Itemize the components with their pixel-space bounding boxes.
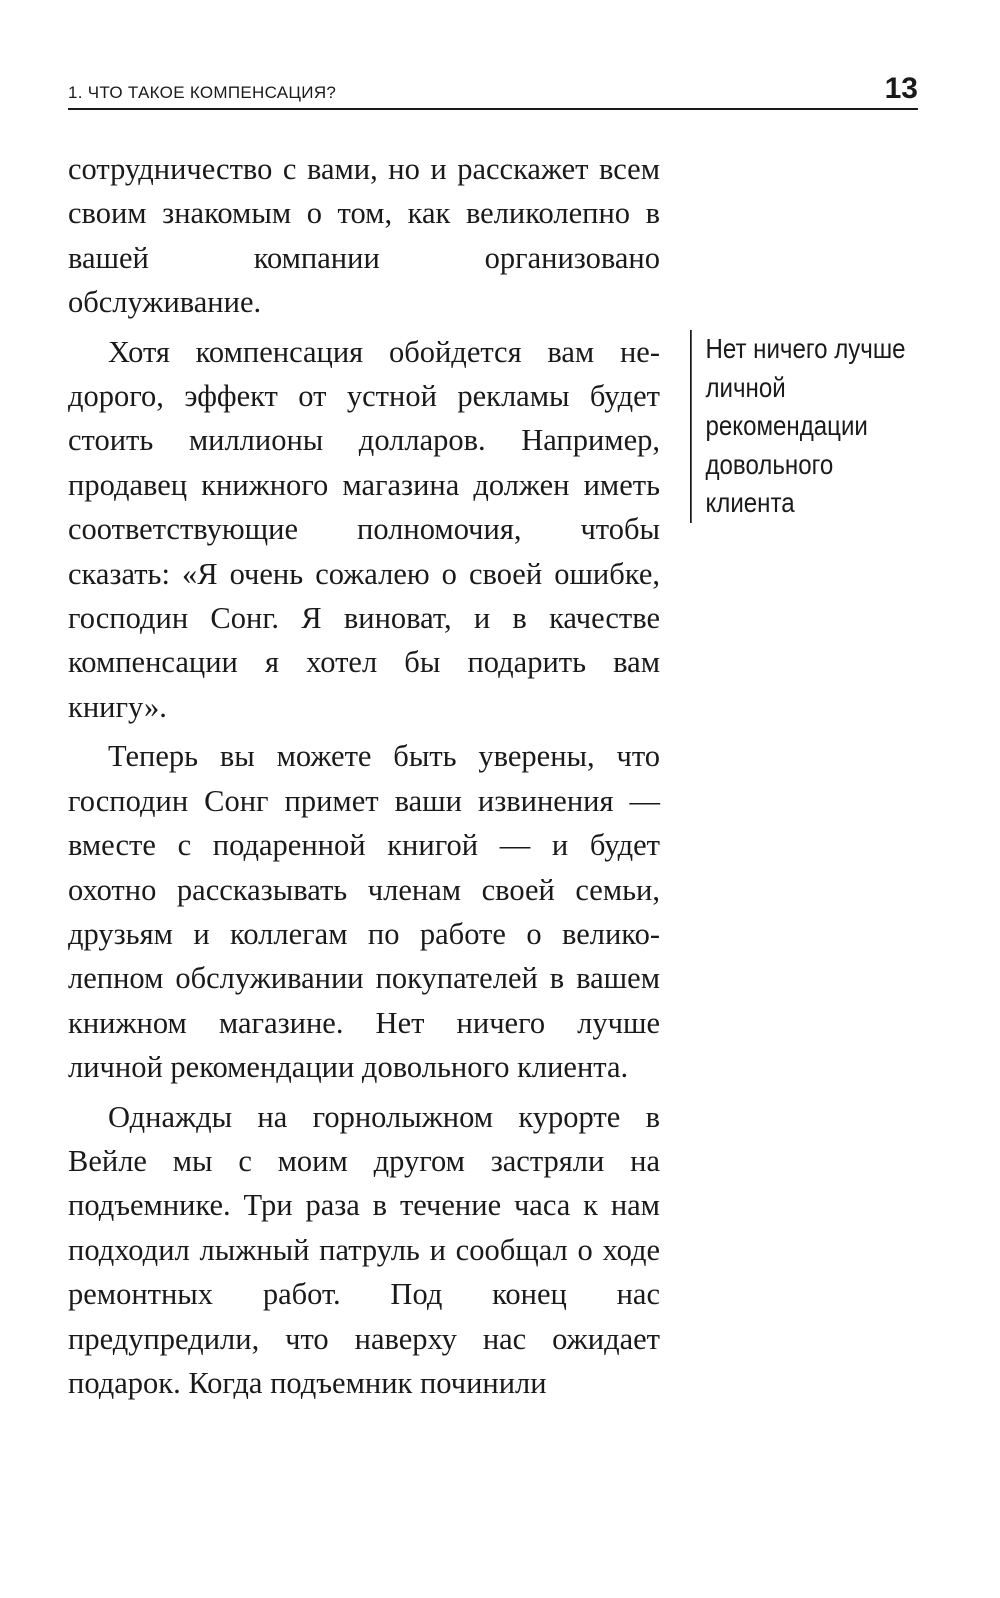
paragraph-3: Теперь вы можете быть уверены, что господин Сонг примет ваши извинения — вместе с подаренной книгой — и будет охотно рассказывать членам своей семьи, друзьям и коллегам по работе о великолепном обслуживании покупателей в вашем книжном магазине. Нет ничего лучше личной рекомендации довольного клиента. [68,739,660,1085]
page-number: 13 [884,72,918,105]
page-header [68,74,918,110]
paragraph-4: Однажды на горнолыжном курорте в Вейле мы с моим другом застряли на подъемнике. Три раза в течение часа к нам подходил лыжный патруль и сообщал о ходе ремонтных работ. Под конец нас предупредили, что наверху нас ожидает подарок. Когда подъемник починили [68,1099,660,1400]
paragraph-2: Хотя компенсация обойдется вам недорого, эффект от устной рекламы будет стоить миллионы долларов. Например, продавец книжного магазина должен иметь соответствующие полномочия, чтобы сказать: «Я очень сожалею о своей ошибке, господин Сонг. Я виноват, и в качестве компенсации я хотел бы подарить вам книгу». [68,334,660,724]
paragraph-1: сотрудничество с вами, но и расскажет всем своим знакомым о том, как великолепно в вашей компании организовано обслуживание. [68,152,660,320]
pull-quote: Нет ничего лучше личной рекомендации довольного клиента [690,330,912,523]
body-text [68,147,660,1410]
running-head: 1. ЧТО ТАКОЕ КОМПЕНСАЦИЯ? [68,83,337,102]
